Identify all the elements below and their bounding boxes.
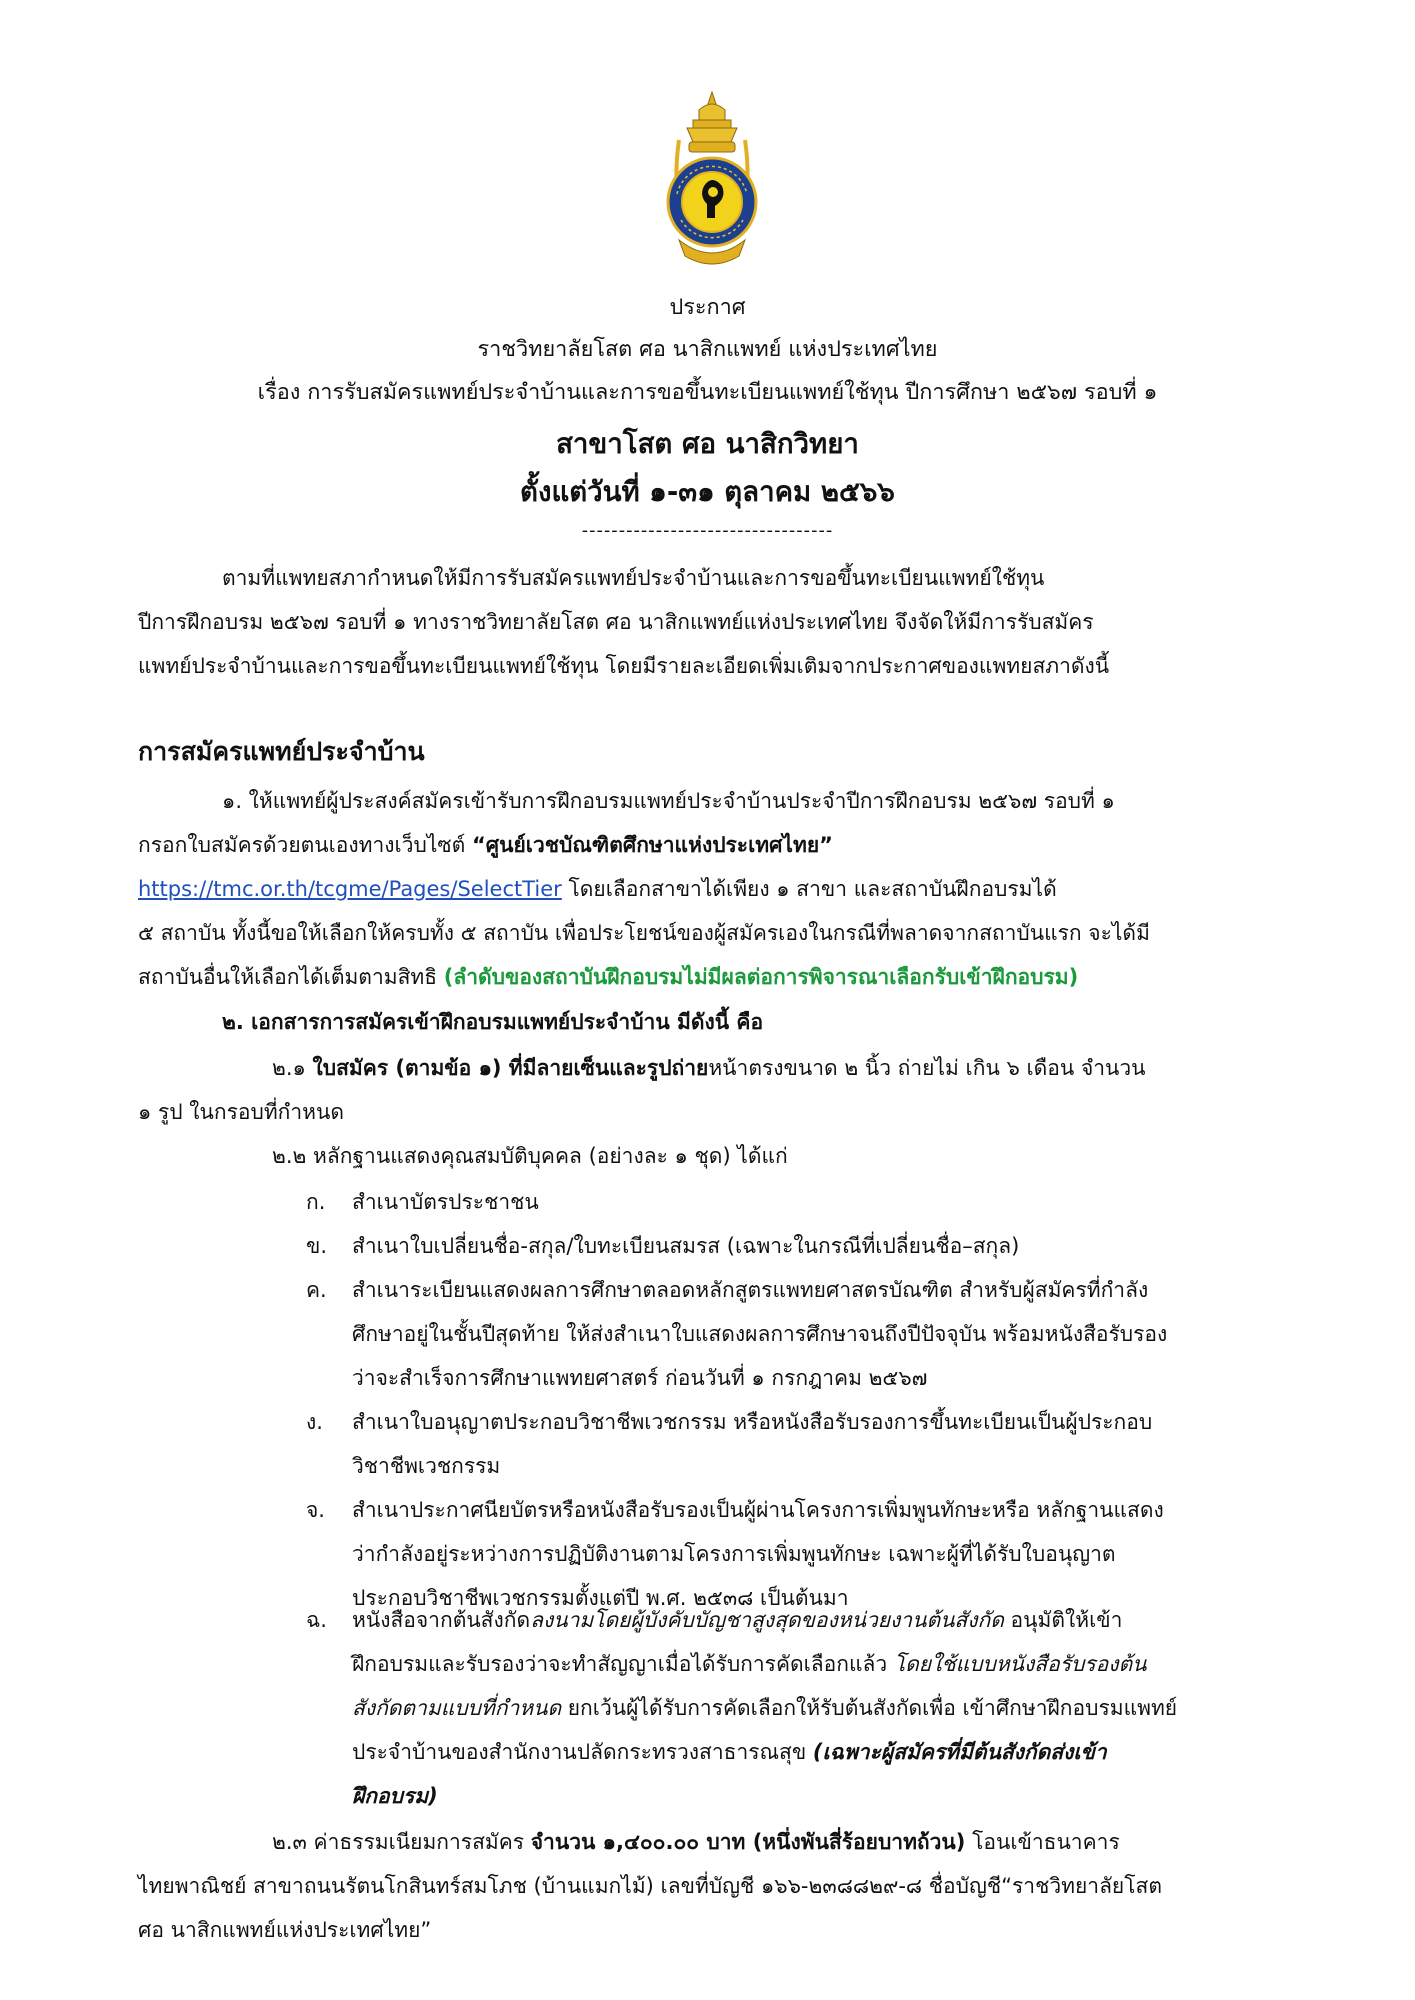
item1-line-3-text: โดยเลือกสาขาได้เพียง ๑ สาขา และสถาบันฝึกอบรมได้ [561, 877, 1057, 901]
organization-name: ราชวิทยาลัยโสต ศอ นาสิกแพทย์ แห่งประเทศไทย [477, 337, 938, 362]
cho-l1-c: อนุมัติให้เข้า [1003, 1608, 1123, 1632]
list-item-label: ข. [306, 1234, 328, 1258]
list-item-text: สำเนาประกาศนียบัตรหรือหนังสือรับรองเป็นผู้ผ่านโครงการเพิ่มพูนทักษะหรือ หลักฐานแสดง [352, 1498, 1164, 1522]
cho-l4-b: (เฉพาะผู้สมัครที่มีต้นสังกัดส่งเข้า [812, 1740, 1107, 1764]
section-heading: การสมัครแพทย์ประจำบ้าน [138, 737, 425, 766]
sub23-rest: โอนเข้าธนาคาร [965, 1830, 1120, 1854]
list-item-text: วิชาชีพเวชกรรม [352, 1454, 501, 1478]
item1-line-4: ๕ สถาบัน ทั้งนี้ขอให้เลือกให้ครบทั้ง ๕ สถาบัน เพื่อประโยชน์ของผู้สมัครเองในกรณีที่พลาดจากสถาบันแรก จะได้มี [138, 921, 1150, 945]
sub23-prefix: ๒.๓ ค่าธรรมเนียมการสมัคร [272, 1830, 531, 1854]
sub21-rest: หน้าตรงขนาด ๒ นิ้ว ถ่ายไม่ เกิน ๖ เดือน จำนวน [708, 1056, 1146, 1080]
item1-line-5 [138, 961, 1078, 993]
item1-line-2 [138, 829, 833, 861]
cho-line-3 [352, 1692, 1177, 1724]
list-item-label: ค. [306, 1278, 327, 1302]
cho-l1-b: ลงนามโดยผู้บังคับบัญชาสูงสุดของหน่วยงานต้นสังกัด [530, 1608, 1004, 1632]
announcement-subject: เรื่อง การรับสมัครแพทย์ประจำบ้านและการขอขึ้นทะเบียนแพทย์ใช้ทุน ปีการศึกษา ๒๕๖๗ รอบที่ ๑ [257, 380, 1158, 405]
list-item-label: ง. [306, 1410, 323, 1434]
intro-line-3: แพทย์ประจำบ้านและการขอขึ้นทะเบียนแพทย์ใช้ทุน โดยมีรายละเอียดเพิ่มเติมจากประกาศของแพทยสภาดังนี้ [138, 654, 1110, 678]
separator-line: ---------------------------------- [581, 521, 834, 541]
announcement-title: ประกาศ [669, 295, 746, 320]
tcgme-link[interactable]: https://tmc.or.th/tcgme/Pages/SelectTier [138, 877, 562, 901]
list-item-text: สำเนาใบเปลี่ยนชื่อ-สกุล/ใบทะเบียนสมรส (เฉพาะในกรณีที่เปลี่ยนชื่อ–สกุล) [352, 1234, 1020, 1258]
sub22-heading: ๒.๒ หลักฐานแสดงคุณสมบัติบุคคล (อย่างละ ๑ ชุด) ได้แก่ [272, 1144, 788, 1168]
item1-line-3 [138, 873, 1057, 905]
cho-line-2 [352, 1648, 1146, 1680]
list-item-text: สำเนาใบอนุญาตประกอบวิชาชีพเวชกรรม หรือหนังสือรับรองการขึ้นทะเบียนเป็นผู้ประกอบ [352, 1410, 1153, 1434]
sub21-line-2: ๑ รูป ในกรอบที่กำหนด [138, 1100, 345, 1124]
list-item-label: จ. [306, 1498, 325, 1522]
list-item-text: ประกอบวิชาชีพเวชกรรมตั้งแต่ปี พ.ศ. ๒๕๓๘ เป็นต้นมา [352, 1586, 849, 1610]
college-seal-icon [659, 90, 765, 270]
cho-l3-a: สังกัดตามแบบที่กำหนด [352, 1696, 562, 1720]
list-item-text: ศึกษาอยู่ในชั้นปีสุดท้าย ให้ส่งสำเนาใบแสดงผลการศึกษาจนถึงปีปัจจุบัน พร้อมหนังสือรับรอง [352, 1322, 1168, 1346]
sub23-line-2: ไทยพาณิชย์ สาขาถนนรัตนโกสินทร์สมโภช (บ้านแมกไม้) เลขที่บัญชี ๑๖๖-๒๓๘๘๒๙-๘ ชื่อบัญชี“ราชวิทยาลัยโสต [138, 1874, 1162, 1898]
branch-name: สาขาโสต ศอ นาสิกวิทยา [556, 427, 859, 460]
cho-l3-b: ยกเว้นผู้ได้รับการคัดเลือกให้รับต้นสังกัดเพื่อ เข้าศึกษาฝึกอบรมแพทย์ [561, 1696, 1178, 1720]
sub23-line-3: ศอ นาสิกแพทย์แห่งประเทศไทย” [138, 1918, 432, 1942]
list-item-label: ฉ. [306, 1608, 327, 1632]
item1-line-1: ๑. ให้แพทย์ผู้ประสงค์สมัครเข้ารับการฝึกอบรมแพทย์ประจำบ้านประจำปีการฝึกอบรม ๒๕๖๗ รอบที่ ๑ [222, 789, 1115, 813]
cho-l1-a: หนังสือจากต้นสังกัด [352, 1608, 531, 1632]
item2-heading: ๒. เอกสารการสมัครเข้าฝึกอบรมแพทย์ประจำบ้าน มีดังนี้ คือ [222, 1010, 764, 1034]
cho-l2-a: ฝึกอบรมและรับรองว่าจะทำสัญญาเมื่อได้รับการคัดเลือกแล้ว [352, 1652, 894, 1676]
intro-line-1: ตามที่แพทยสภากำหนดให้มีการรับสมัครแพทย์ประจำบ้านและการขอขึ้นทะเบียนแพทย์ใช้ทุน [222, 566, 1045, 590]
fee-amount: จำนวน ๑,๔๐๐.๐๐ บาท (หนึ่งพันสี่ร้อยบาทถ้วน) [530, 1830, 966, 1854]
tcgme-center-name: “ศูนย์เวชบัณฑิตศึกษาแห่งประเทศไทย” [471, 833, 833, 857]
intro-line-2: ปีการฝึกอบรม ๒๕๖๗ รอบที่ ๑ ทางราชวิทยาลัยโสต ศอ นาสิกแพทย์แห่งประเทศไทย จึงจัดให้มีการรับสมัคร [138, 610, 1094, 634]
cho-line-1 [352, 1604, 1122, 1636]
item1-line-2-text: กรอกใบสมัครด้วยตนเองทางเว็บไซต์ [138, 833, 472, 857]
cho-line-5: ฝึกอบรม) [352, 1784, 438, 1808]
ranking-note: (ลำดับของสถาบันฝึกอบรมไม่มีผลต่อการพิจารณาเลือกรับเข้าฝึกอบรม) [443, 965, 1079, 989]
sub21-bold: ใบสมัคร (ตามข้อ ๑) ที่มีลายเซ็นและรูปถ่าย [312, 1056, 709, 1080]
list-item-text: สำเนาระเบียนแสดงผลการศึกษาตลอดหลักสูตรแพทยศาสตรบัณฑิต สำหรับผู้สมัครที่กำลัง [352, 1278, 1149, 1302]
sub23-line-1 [272, 1826, 1120, 1858]
cho-line-4 [352, 1736, 1107, 1768]
sub21-line-1 [272, 1052, 1146, 1084]
list-item-text: ว่าจะสำเร็จการศึกษาแพทยศาสตร์ ก่อนวันที่ ๑ กรกฎาคม ๒๕๖๗ [352, 1366, 928, 1390]
item1-line-5-text: สถาบันอื่นให้เลือกได้เต็มตามสิทธิ [138, 965, 444, 989]
cho-l2-b: โดยใช้แบบหนังสือรับรองต้น [893, 1652, 1147, 1676]
list-item-label: ก. [306, 1190, 326, 1214]
application-period: ตั้งแต่วันที่ ๑-๓๑ ตุลาคม ๒๕๖๖ [520, 475, 895, 508]
cho-l4-a: ประจำบ้านของสำนักงานปลัดกระทรวงสาธารณสุข [352, 1740, 813, 1764]
sub21-prefix: ๒.๑ [272, 1056, 313, 1080]
list-item-text: ว่ากำลังอยู่ระหว่างการปฏิบัติงานตามโครงการเพิ่มพูนทักษะ เฉพาะผู้ที่ได้รับใบอนุญาต [352, 1542, 1116, 1566]
list-item-text: สำเนาบัตรประชาชน [352, 1190, 539, 1214]
